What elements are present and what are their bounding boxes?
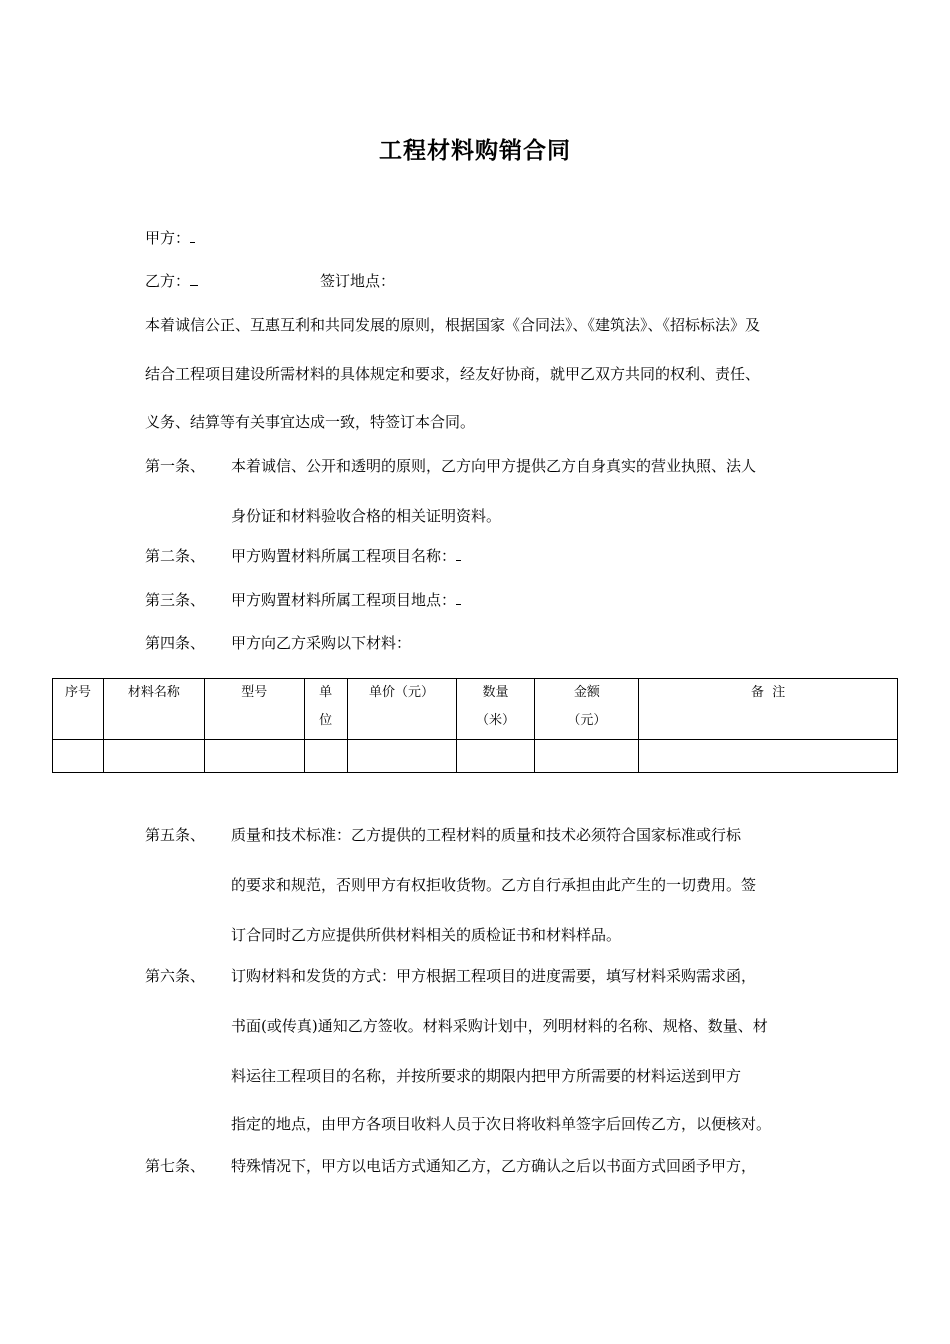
table-cell[interactable]: [535, 740, 639, 773]
table-cell[interactable]: [456, 740, 535, 773]
article-5-text: 订合同时乙方应提供所供材料相关的质检证书和材料样品。: [231, 926, 622, 944]
header-cell-unit-price: 单价（元）: [347, 679, 456, 740]
article-7-label: 第七条、: [145, 1157, 206, 1175]
table-cell[interactable]: [639, 740, 898, 773]
article-3-text: 甲方购置材料所属工程项目地点：: [231, 591, 457, 609]
header-cell-index: 序号: [53, 679, 104, 740]
preamble-line: 结合工程项目建设所需材料的具体规定和要求，经友好协商，就甲乙双方共同的权利、责任、: [145, 365, 761, 383]
table-cell[interactable]: [53, 740, 104, 773]
table-cell[interactable]: [103, 740, 204, 773]
table-cell[interactable]: [304, 740, 347, 773]
project-name-blank: [456, 546, 461, 561]
article-2-line: [231, 546, 461, 566]
table-header-row: [53, 679, 898, 740]
article-6-label: 第六条、: [145, 967, 206, 985]
party-b-label: 乙方：: [145, 272, 191, 290]
sign-place-label: 签订地点：: [320, 272, 396, 290]
article-6-text: 料运往工程项目的名称，并按所要求的期限内把甲方所需要的材料运送到甲方: [231, 1067, 742, 1085]
preamble-line: 义务、结算等有关事宜达成一致，特签订本合同。: [145, 413, 476, 431]
project-location-blank: [456, 590, 461, 605]
article-3-label: 第三条、: [145, 591, 206, 609]
article-1-text: 本着诚信、公开和透明的原则，乙方向甲方提供乙方自身真实的营业执照、法人: [231, 457, 757, 475]
materials-table: [52, 678, 898, 773]
article-4-text: 甲方向乙方采购以下材料：: [231, 634, 412, 652]
article-1-label: 第一条、: [145, 457, 206, 475]
table-cell[interactable]: [204, 740, 304, 773]
article-6-text: 订购材料和发货的方式：甲方根据工程项目的进度需要，填写材料采购需求函，: [231, 967, 757, 985]
article-2-text: 甲方购置材料所属工程项目名称：: [231, 547, 457, 565]
header-cell-amount: 金额 （元）: [535, 679, 639, 740]
header-cell-material-name: 材料名称: [103, 679, 204, 740]
preamble-line: 本着诚信公正、互惠互利和共同发展的原则，根据国家《合同法》、《建筑法》、《招标标法》及: [145, 316, 761, 334]
article-5-text: 质量和技术标准：乙方提供的工程材料的质量和技术必须符合国家标准或行标: [231, 826, 742, 844]
party-a-label: 甲方：: [145, 229, 191, 247]
article-4-label: 第四条、: [145, 634, 206, 652]
header-cell-quantity: 数量 （米）: [456, 679, 535, 740]
table-cell[interactable]: [347, 740, 456, 773]
party-a-line: [145, 228, 195, 248]
header-cell-remarks: 备 注: [639, 679, 898, 740]
header-cell-unit: 单 位: [304, 679, 347, 740]
article-5-text: 的要求和规范，否则甲方有权拒收货物。乙方自行承担由此产生的一切费用。签: [231, 876, 757, 894]
article-2-label: 第二条、: [145, 547, 206, 565]
table-row: [53, 740, 898, 773]
document-title: 工程材料购销合同: [379, 137, 571, 164]
article-6-text: 书面(或传真)通知乙方签收。材料采购计划中，列明材料的名称、规格、数量、材: [231, 1017, 768, 1035]
article-1-text: 身份证和材料验收合格的相关证明资料。: [231, 507, 502, 525]
article-7-text: 特殊情况下，甲方以电话方式通知乙方，乙方确认之后以书面方式回函予甲方，: [231, 1157, 757, 1175]
article-3-line: [231, 590, 461, 610]
header-cell-model: 型号: [204, 679, 304, 740]
article-6-text: 指定的地点，由甲方各项目收料人员于次日将收料单签字后回传乙方，以便核对。: [231, 1115, 772, 1133]
party-b-blank: [190, 271, 198, 286]
party-a-blank: [190, 228, 195, 243]
article-5-label: 第五条、: [145, 826, 206, 844]
party-b-line: [145, 271, 198, 291]
